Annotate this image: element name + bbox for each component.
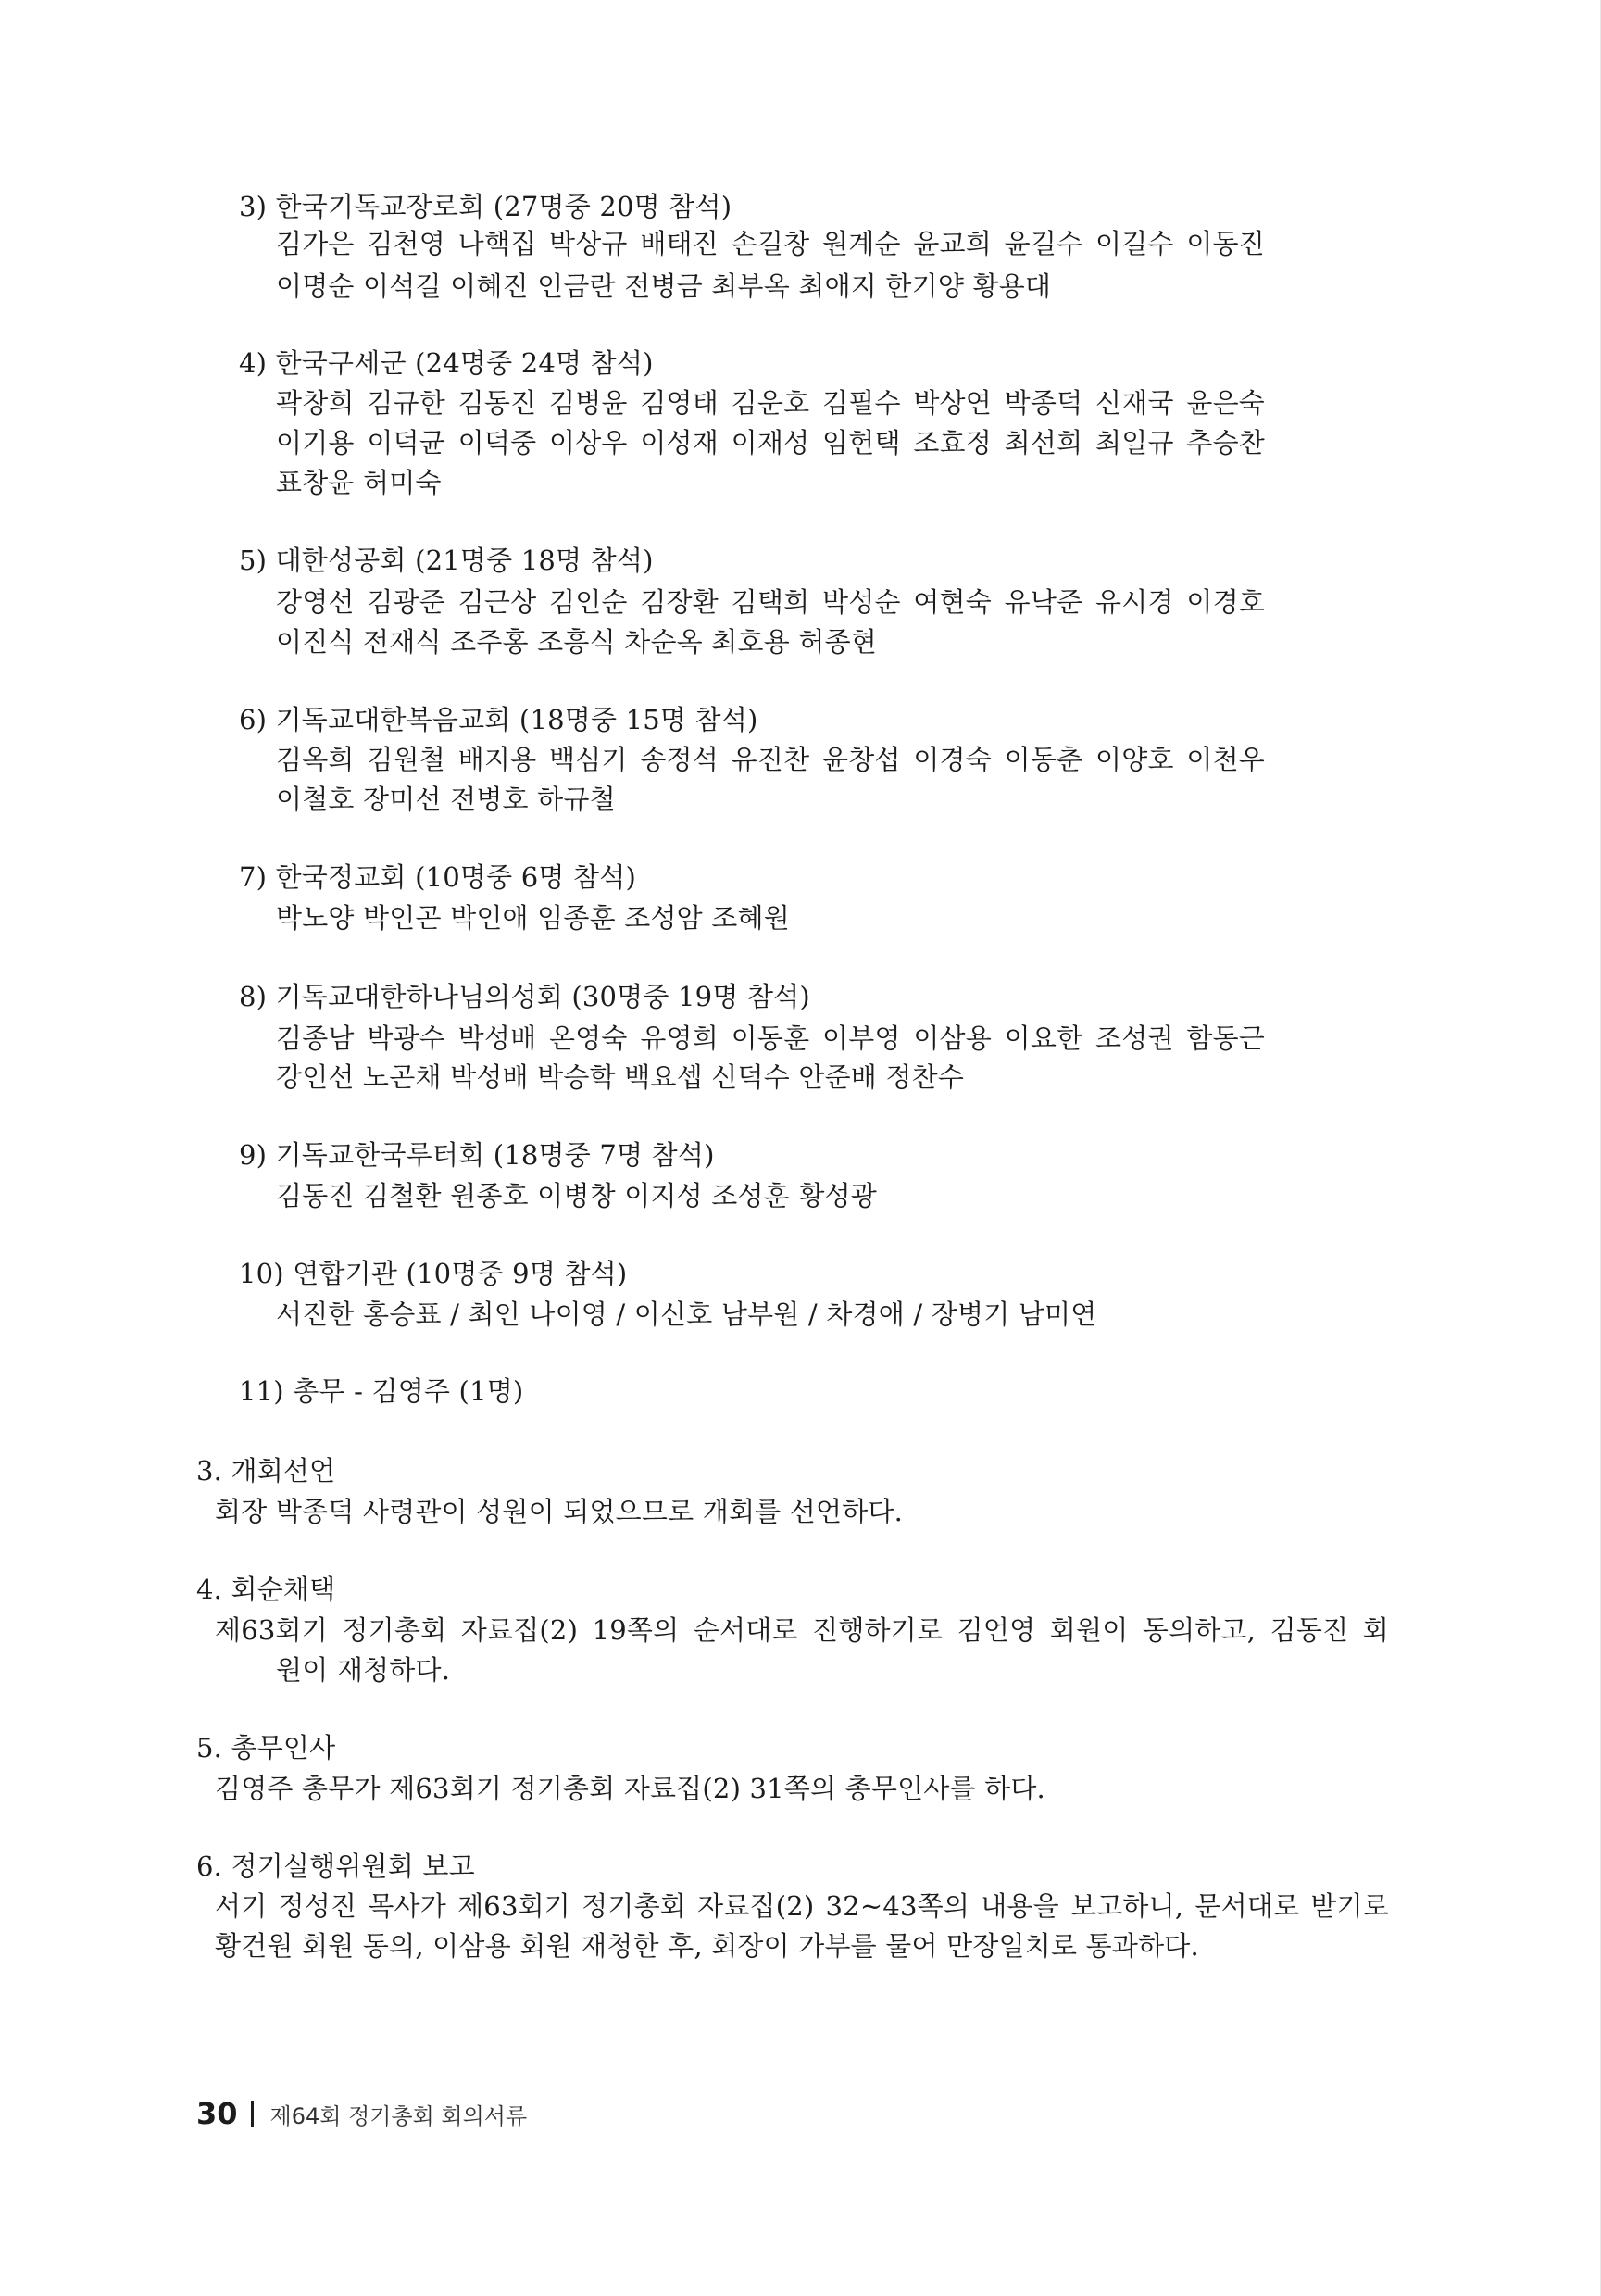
agenda-heading-6: 6. 정기실행위원회 보고 bbox=[196, 1851, 475, 1882]
attendance-names-4-line-2: 이기용 이덕균 이덕중 이상우 이성재 이재성 임헌택 조효정 최선희 최일규 추승찬 bbox=[276, 427, 1265, 458]
attendance-heading-9: 9) 기독교한국루터회 (18명중 7명 참석) bbox=[239, 1139, 715, 1171]
page-number: 30 bbox=[196, 2096, 238, 2131]
attendance-names-9-line-1: 김동진 김철환 원종호 이병창 이지성 조성훈 황성광 bbox=[276, 1180, 878, 1211]
agenda-body-6-line-1: 서기 정성진 목사가 제63회기 정기총회 자료집(2) 32~43쪽의 내용을 보고하니, 문서대로 받기로 bbox=[215, 1890, 1389, 1922]
attendance-names-3-line-2: 이명순 이석길 이혜진 인금란 전병금 최부옥 최애지 한기양 황용대 bbox=[276, 270, 1052, 302]
attendance-names-8-line-2: 강인선 노곤채 박성배 박승학 백요셉 신덕수 안준배 정찬수 bbox=[276, 1061, 965, 1093]
attendance-names-6-line-2: 이철호 장미선 전병호 하규철 bbox=[276, 784, 616, 815]
attendance-names-3-line-1: 김가은 김천영 나핵집 박상규 배태진 손길창 원계순 윤교희 윤길수 이길수 이동진 bbox=[276, 228, 1265, 259]
attendance-heading-11: 11) 총무 - 김영주 (1명) bbox=[239, 1375, 524, 1407]
attendance-heading-6: 6) 기독교대한복음교회 (18명중 15명 참석) bbox=[239, 704, 758, 735]
attendance-names-7-line-1: 박노양 박인곤 박인애 임종훈 조성암 조혜원 bbox=[276, 902, 790, 934]
agenda-body-5-line-1: 김영주 총무가 제63회기 정기총회 자료집(2) 31쪽의 총무인사를 하다. bbox=[215, 1773, 1045, 1804]
attendance-names-5-line-2: 이진식 전재식 조주홍 조흥식 차순옥 최호용 허종현 bbox=[276, 626, 878, 658]
attendance-names-5-line-1: 강영선 김광준 김근상 김인순 김장환 김택희 박성순 여현숙 유낙준 유시경 이경호 bbox=[276, 586, 1265, 618]
attendance-names-6-line-1: 김옥희 김원철 배지용 백심기 송정석 유진찬 윤창섭 이경숙 이동춘 이양호 이천우 bbox=[276, 744, 1265, 775]
agenda-body-6-line-2: 황건원 회원 동의, 이삼용 회원 재청한 후, 회장이 가부를 물어 만장일치로 통과하다. bbox=[215, 1930, 1199, 1962]
attendance-heading-5: 5) 대한성공회 (21명중 18명 참석) bbox=[239, 545, 654, 576]
footer-document-title: 제64회 정기총회 회의서류 bbox=[269, 2102, 528, 2129]
attendance-names-4-line-3: 표창윤 허미숙 bbox=[276, 467, 442, 498]
page-footer bbox=[196, 2095, 527, 2132]
agenda-body-4-line-1: 제63회기 정기총회 자료집(2) 19쪽의 순서대로 진행하기로 김언영 회원이 동의하고, 김동진 회 bbox=[215, 1614, 1389, 1646]
agenda-heading-5: 5. 총무인사 bbox=[196, 1732, 336, 1763]
agenda-heading-3: 3. 개회선언 bbox=[196, 1455, 336, 1487]
agenda-body-4-line-2: 원이 재청하다. bbox=[276, 1654, 451, 1686]
footer-divider bbox=[251, 2101, 254, 2127]
agenda-heading-4: 4. 회순채택 bbox=[196, 1574, 336, 1605]
agenda-body-3-line-1: 회장 박종덕 사령관이 성원이 되었으므로 개회를 선언하다. bbox=[215, 1496, 904, 1527]
attendance-heading-10: 10) 연합기관 (10명중 9명 참석) bbox=[239, 1258, 628, 1289]
attendance-heading-4: 4) 한국구세군 (24명중 24명 참석) bbox=[239, 347, 654, 379]
attendance-heading-8: 8) 기독교대한하나님의성회 (30명중 19명 참석) bbox=[239, 981, 810, 1012]
attendance-heading-7: 7) 한국정교회 (10명중 6명 참석) bbox=[239, 861, 636, 893]
attendance-names-4-line-1: 곽창희 김규한 김동진 김병윤 김영태 김운호 김필수 박상연 박종덕 신재국 윤은숙 bbox=[276, 387, 1265, 419]
attendance-heading-3: 3) 한국기독교장로회 (27명중 20명 참석) bbox=[239, 191, 732, 222]
attendance-names-8-line-1: 김종남 박광수 박성배 온영숙 유영희 이동훈 이부영 이삼용 이요한 조성권 함동근 bbox=[276, 1023, 1265, 1054]
attendance-names-10-line-1: 서진한 홍승표 / 최인 나이영 / 이신호 남부원 / 차경애 / 장병기 남미연 bbox=[276, 1299, 1097, 1330]
